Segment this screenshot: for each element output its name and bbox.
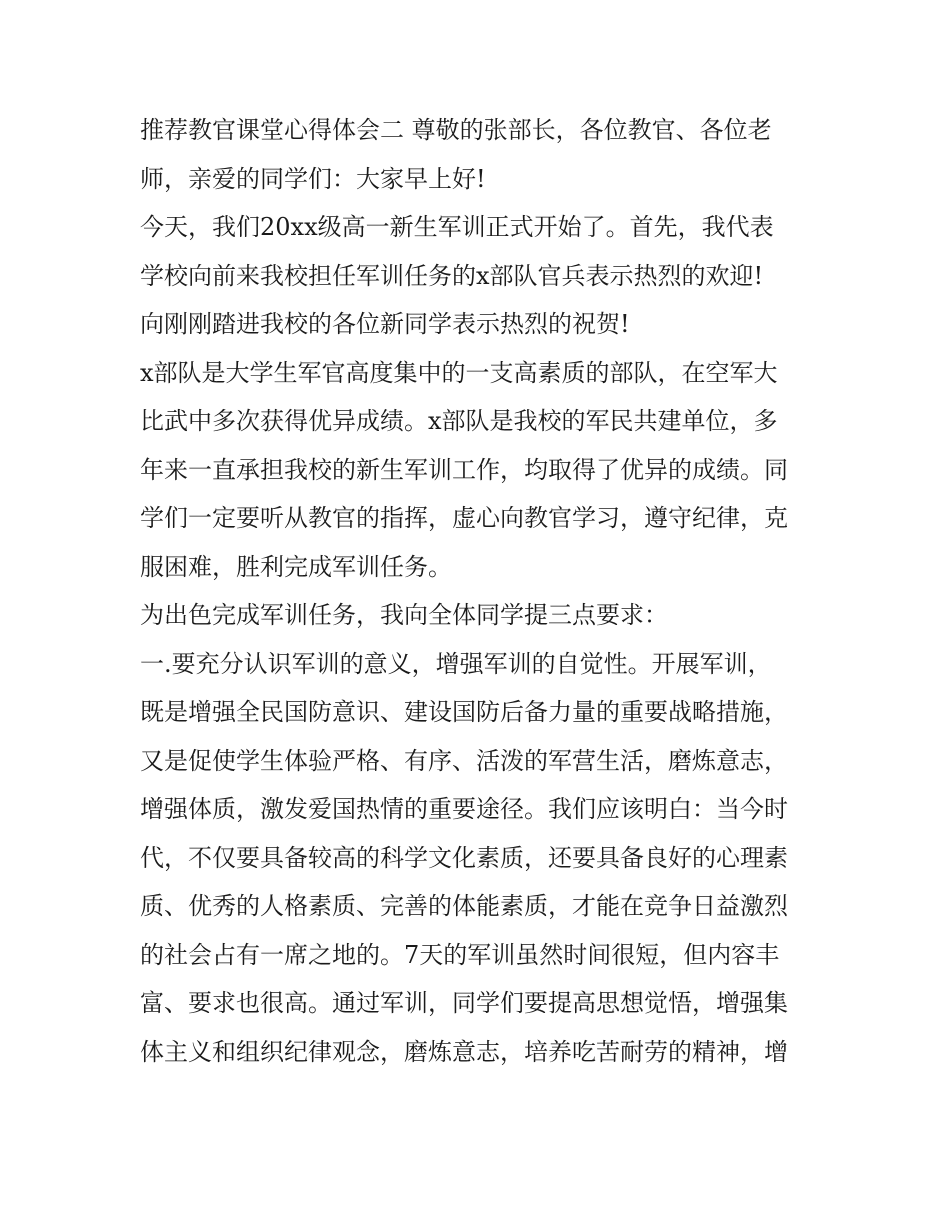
text-line: 今天，我们20xx级高一新生军训正式开始了。首先，我代表 (140, 213, 774, 241)
text-line: 学校向前来我校担任军训任务的x部队官兵表示热烈的欢迎! (140, 261, 764, 290)
text-line: 又是促使学生体验严格、有序、活泼的军营生活，磨炼意志， (140, 746, 788, 775)
text-line: 的社会占有一席之地的。7天的军训虽然时间很短，但内容丰 (140, 940, 780, 969)
text-line: 一.要充分认识军训的意义，增强军训的自觉性。开展军训， (140, 649, 772, 678)
text-line: x部队是大学生军官高度集中的一支高素质的部队，在空军大 (140, 358, 778, 387)
text-line: 既是增强全民国防意识、建设国防后备力量的重要战略措施， (140, 698, 788, 726)
text-line: 服困难，胜利完成军训任务。 (140, 552, 452, 581)
text-line: 比武中多次获得优异成绩。x部队是我校的军民共建单位，多 (140, 407, 778, 435)
text-line: 向刚刚踏进我校的各位新同学表示热烈的祝贺! (140, 310, 630, 338)
text-line: 学们一定要听从教官的指挥，虚心向教官学习，遵守纪律，克 (140, 504, 788, 532)
text-line: 为出色完成军训任务，我向全体同学提三点要求： (140, 601, 668, 629)
document-body (140, 106, 820, 1076)
text-line: 代，不仅要具备较高的科学文化素质，还要具备良好的心理素 (140, 843, 788, 872)
text-line: 师，亲爱的同学们：大家早上好! (140, 164, 486, 193)
text-line: 质、优秀的人格素质、完善的体能素质，才能在竞争日益激烈 (140, 892, 788, 920)
text-line: 年来一直承担我校的新生军训工作，均取得了优异的成绩。同 (140, 455, 788, 484)
text-line: 富、要求也很高。通过军训，同学们要提高思想觉悟，增强集 (140, 989, 788, 1017)
text-line: 推荐教官课堂心得体会二 尊敬的张部长，各位教官、各位老 (140, 116, 772, 144)
text-line: 体主义和组织纪律观念，磨炼意志，培养吃苦耐劳的精神，增 (140, 1037, 788, 1066)
text-line: 增强体质，激发爱国热情的重要途径。我们应该明白：当今时 (140, 795, 788, 823)
